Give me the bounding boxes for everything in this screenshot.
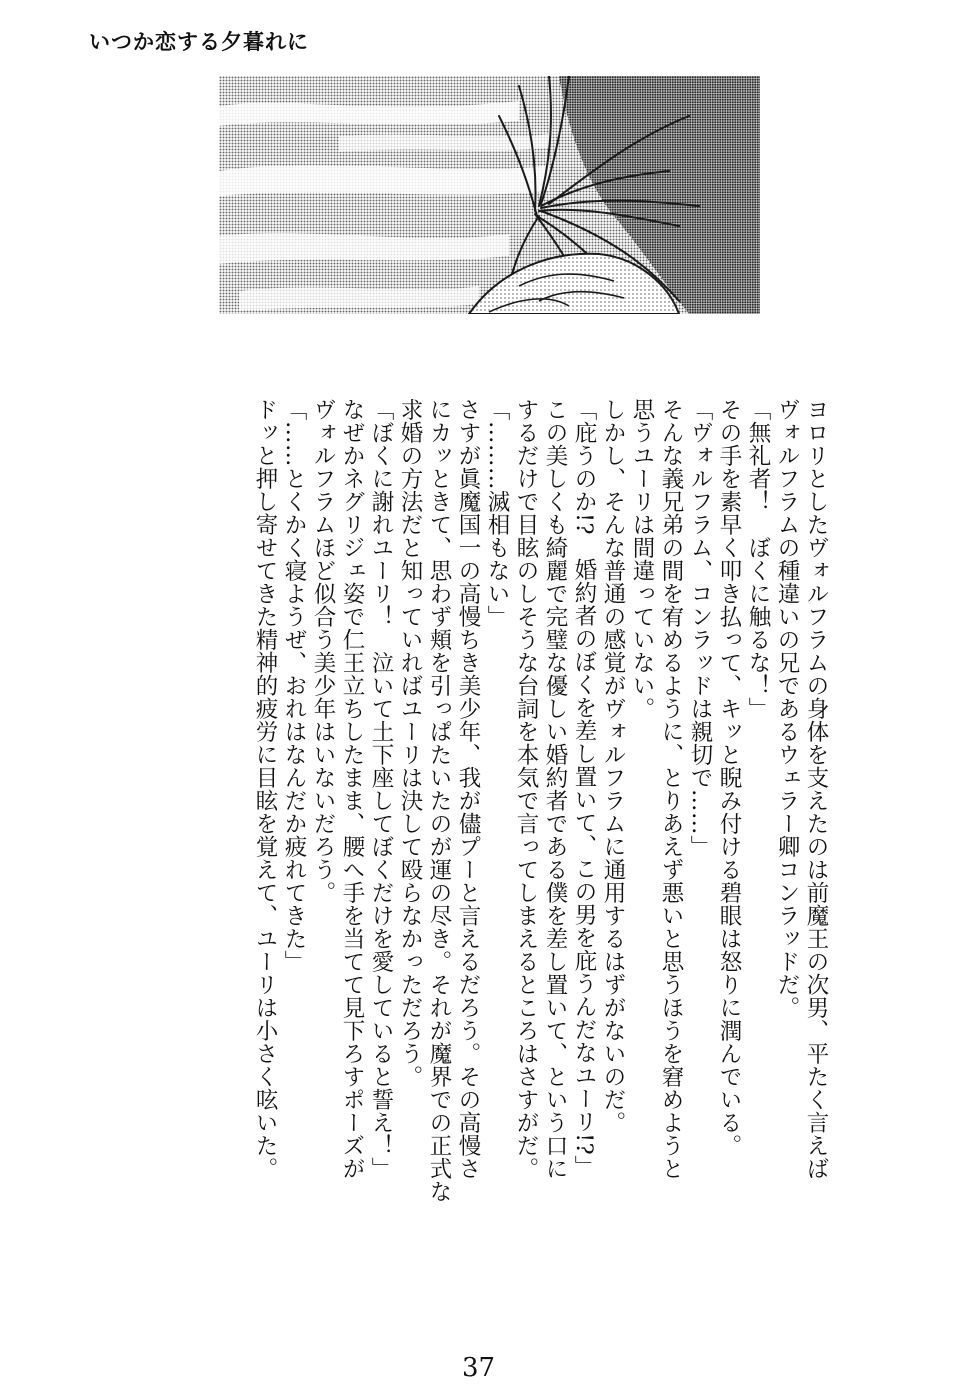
page-number: 37 — [462, 1353, 496, 1383]
text-line: にカッときて、思わず頬を引っぱたいたのが運の尽き。それが魔界での正式な — [426, 398, 452, 1203]
running-title: いつか恋する夕暮れに — [89, 30, 309, 54]
text-line: 「ぼくに謝れユーリ！ 泣いて土下座してぼくだけを愛していると誓え！」 — [368, 398, 394, 1180]
text-line: 「無礼者！ ぼくに触るな！」 — [745, 398, 771, 720]
text-line: するだけで目眩のしそうな台詞を本気で言ってしまえるところはさすがだ。 — [513, 398, 539, 1180]
text-line: この美しくも綺麗で完璧な優しい婚約者である僕を差し置いて、という口に — [542, 398, 568, 1180]
text-line: 求婚の方法だと知っていればユーリは決して殴らなかっただろう。 — [397, 398, 423, 1088]
text-line: ドッと押し寄せてきた精神的疲労に目眩を覚えて、ユーリは小さく呟いた。 — [252, 398, 278, 1180]
manga-illustration — [219, 76, 760, 314]
text-line: 「………滅相もない」 — [484, 398, 510, 628]
text-line: ヴォルフラムの種違いの兄であるウェラー卿コンラッドだ。 — [774, 398, 800, 1019]
text-line: 「庇うのか!? 婚約者のぼくを差し置いて、この男を庇うんだなユーリ!?」 — [571, 398, 597, 1179]
text-line: 思うユーリは間違っていない。 — [629, 398, 655, 720]
text-line: ヴォルフラムほど似合う美少年はいないだろう。 — [310, 398, 336, 904]
text-line: その手を素早く叩き払って、キッと睨み付ける碧眼は怒りに潤んでいる。 — [716, 398, 742, 1157]
text-line: しかし、そんな普通の感覚がヴォルフラムに通用するはずがないのだ。 — [600, 398, 626, 1134]
body-text — [150, 398, 830, 1298]
text-line: なぜかネグリジェ姿で仁王立ちしたまま、腰へ手を当てて見下ろすポーズが — [339, 398, 365, 1180]
text-line: そんな義兄弟の間を宥めるように、とりあえず悪いと思うほうを窘めようと — [658, 398, 684, 1180]
text-line: さすが眞魔国一の高慢ちき美少年、我が儘プーと言えるだろう。その高慢さ — [455, 398, 481, 1180]
text-line: 「ヴォルフラム、コンラッドは親切で……」 — [687, 398, 713, 858]
text-line: 「……とくかく寝ようぜ、おれはなんだか疲れてきた」 — [281, 398, 307, 973]
text-line: ヨロリとしたヴォルフラムの身体を支えたのは前魔王の次男、平たく言えば — [803, 398, 829, 1180]
